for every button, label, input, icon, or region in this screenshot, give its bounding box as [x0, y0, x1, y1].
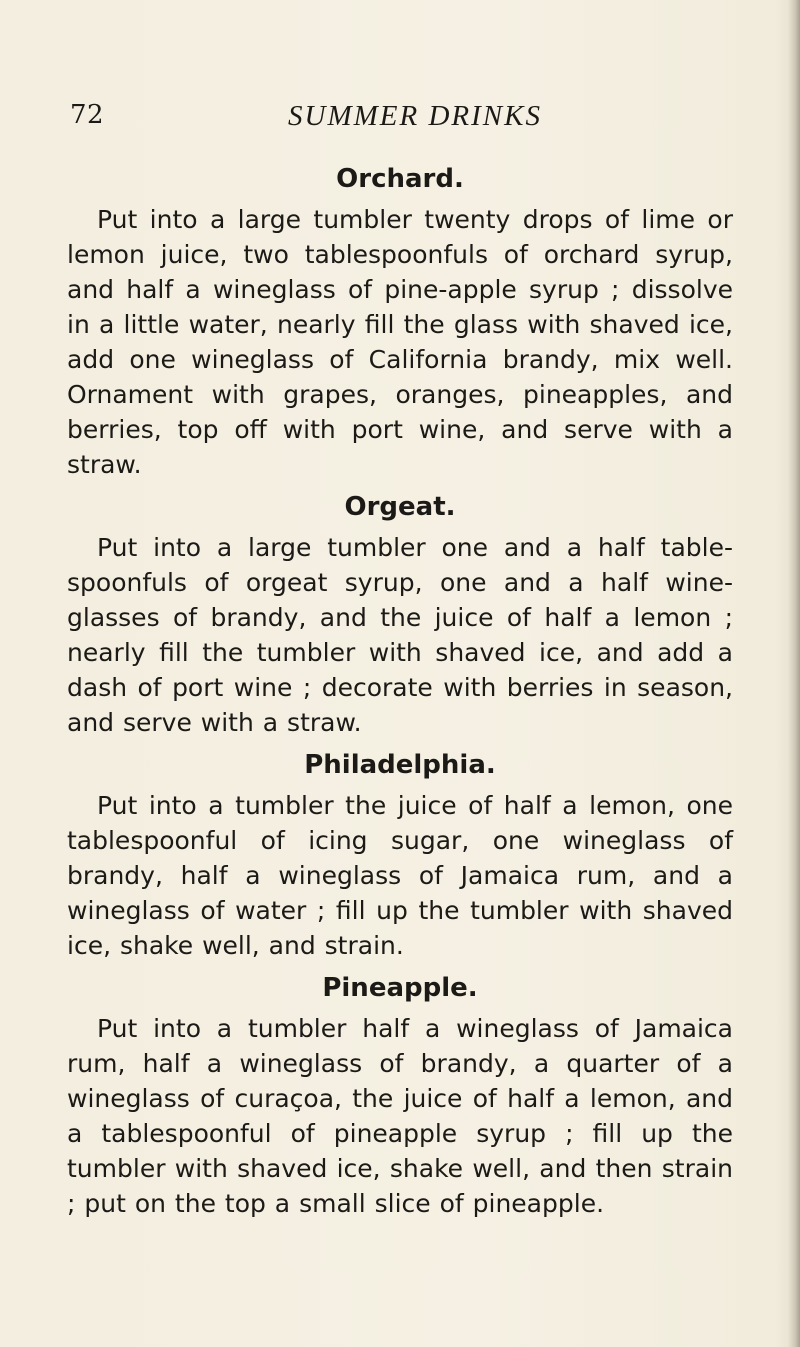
recipe-title: Pineapple. [322, 973, 478, 1003]
recipe-pineapple [67, 969, 733, 1221]
recipe-philadelphia [67, 746, 733, 963]
recipe-title: Philadelphia. [304, 750, 496, 780]
recipe-body: Put into a large tumbler one and a half table-spoonfuls of orgeat syrup, one and a half wine-glasses of brandy, and the juice of half a lemon ; nearly fill the tumbler with shaved ice, and add a dash of port wine ; decorate with berries in season, and serve with a straw. [67, 533, 733, 737]
recipe-title: Orgeat. [344, 492, 456, 522]
page-content [67, 160, 733, 1227]
recipe-body: Put into a tumbler the juice of half a lemon, one tablespoonful of icing sugar, one wineglass of brandy, half a wineglass of Jamaica rum, and a wineglass of water ; fill up the tumbler with shaved ice, shake well, and strain. [67, 791, 733, 960]
page-edge-shadow [788, 0, 800, 1347]
recipe-title: Orchard. [336, 164, 464, 194]
recipe-orgeat [67, 488, 733, 740]
recipe-body: Put into a tumbler half a wineglass of Jamaica rum, half a wineglass of brandy, a quarter of a wineglass of curaçoa, the juice of half a lemon, and a tablespoonful of pineapple syrup ; fill up the tumbler with shaved ice, shake well, and then strain ; put on the top a small slice of pineapple. [67, 1014, 733, 1218]
page-header [70, 100, 730, 140]
recipe-orchard [67, 160, 733, 482]
recipe-body: Put into a large tumbler twenty drops of lime or lemon juice, two tablespoonfuls of orchard syrup, and half a wineglass of pine-apple syrup ; dissolve in a little water, nearly fill the glass with shaved ice, add one wineglass of California brandy, mix well. Ornament with grapes, oranges, pineapples, and berries, top off with port wine, and serve with a straw. [67, 205, 733, 479]
running-head: SUMMER DRINKS [288, 100, 542, 132]
page-number: 72 [70, 100, 105, 130]
